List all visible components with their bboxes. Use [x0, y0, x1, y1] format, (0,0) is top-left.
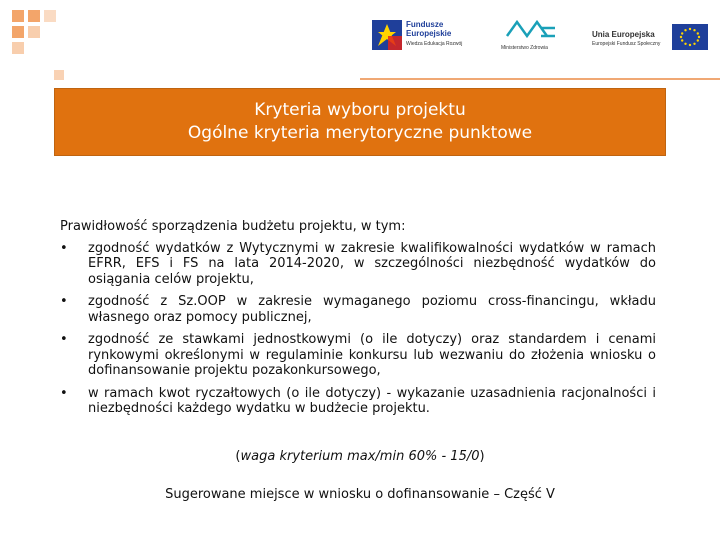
corner-square: [28, 26, 40, 38]
corner-square: [12, 26, 24, 38]
list-item-text: zgodność z Sz.OOP w zakresie wymaganego poziomu cross-financingu, wkładu własnego oraz pomocy publicznej,: [88, 294, 656, 325]
list-item: [60, 241, 656, 288]
corner-square: [54, 70, 64, 80]
fe-line3: Wiedza Edukacja Rozwój: [406, 41, 463, 47]
bullet: •: [60, 294, 68, 309]
weight-text: waga kryterium max/min 60% - 15/0: [240, 449, 480, 464]
banner-subtitle: Ogólne kryteria merytoryczne punktowe: [187, 123, 533, 143]
list-item-text: zgodność wydatków z Wytycznymi w zakresie kwalifikowalności wydatków w ramach EFRR, EFS i FS na lata 2014-2020, w szczególności niezbędność wydatków do osiągania celów projektu,: [88, 240, 656, 287]
list-item-text: zgodność ze stawkami jednostkowymi (o ile dotyczy) oraz standardem i cenami rynkowymi określonymi w regulaminie konkursu lub wezwaniu do złożenia wniosku o dofinansowanie projektu pozakonkursowego,: [88, 332, 656, 378]
criterion-weight: [0, 449, 720, 464]
list-item-text: w ramach kwot ryczałtowych (o ile dotyczy) - wykazanie uzasadnienia racjonalności i niezbędności każdego wydatku w budżecie projektu.: [88, 385, 656, 416]
ue-line1: Unia Europejska: [592, 30, 655, 39]
bullet: •: [60, 332, 68, 347]
corner-square: [12, 42, 24, 54]
fundusze-europejskie-logo: [368, 14, 468, 58]
ministerstwo-zdrowia-logo: [497, 14, 567, 58]
corner-square: [12, 10, 24, 22]
fe-star-icon: [372, 20, 402, 50]
corner-square: [44, 10, 56, 22]
banner-title: Kryteria wyboru projektu: [254, 100, 466, 120]
unia-europejska-logo: [592, 14, 710, 58]
mz-wave-icon: [505, 18, 557, 40]
suggested-section: Sugerowane miejsce w wniosku o dofinansowanie – Część V: [165, 487, 555, 502]
fe-line1: Fundusze: [406, 20, 444, 29]
fe-line2: Europejskie: [406, 29, 452, 38]
bullet: •: [60, 385, 68, 401]
intro-text: Prawidłowość sporządzenia budżetu projektu, w tym:: [60, 219, 406, 234]
list-item: [60, 294, 656, 325]
list-item: [60, 332, 656, 379]
ue-line2: Europejski Fundusz Społeczny: [592, 41, 661, 47]
title-banner: [54, 88, 666, 156]
corner-square: [28, 10, 40, 22]
weight-close: ): [479, 449, 485, 464]
eu-flag-icon: [672, 24, 708, 50]
criteria-content: [60, 219, 656, 424]
weight-open: (: [235, 449, 241, 464]
bullet: •: [60, 240, 68, 256]
header-divider: [360, 78, 720, 80]
list-item: [60, 386, 656, 417]
mz-label: Ministerstwo Zdrowia: [501, 45, 548, 51]
